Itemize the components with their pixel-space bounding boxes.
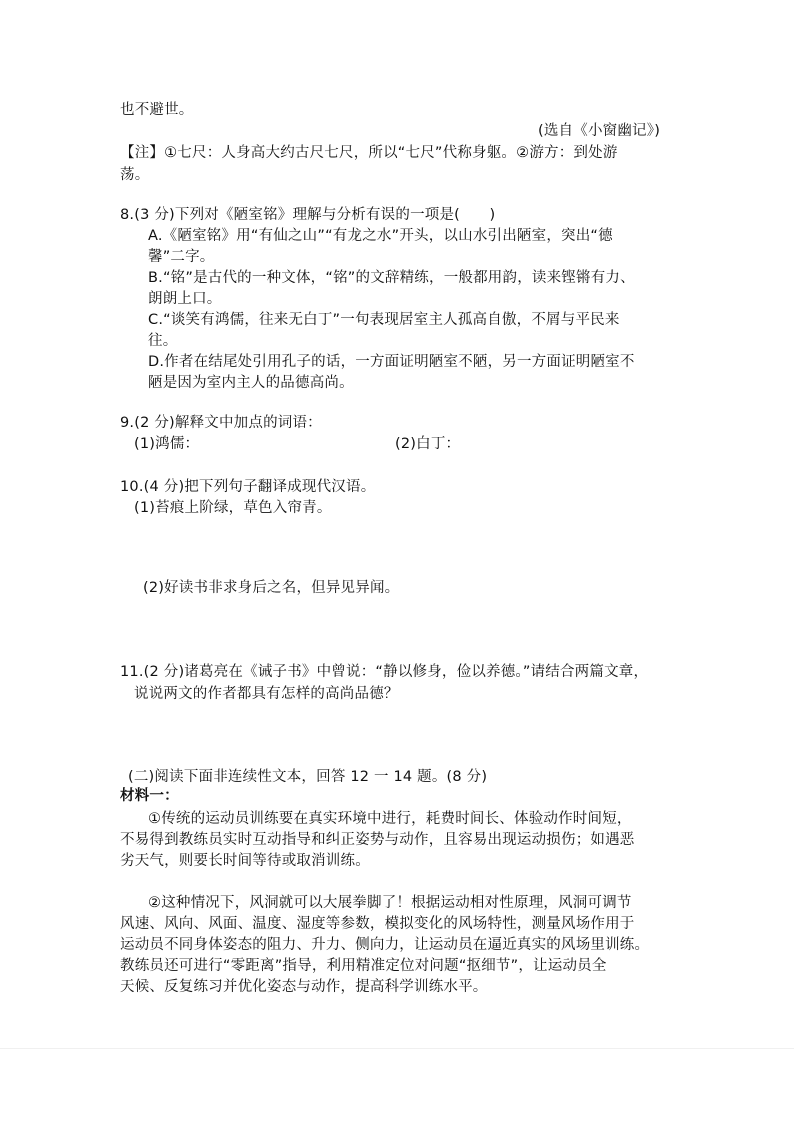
question-10-stem: 10.(4 分)把下列句子翻译成现代汉语。 [120, 479, 376, 495]
annotation-line-1: 【注】①七尺：人身高大约古尺七尺，所以“七尺”代称身躯。②游方：到处游 [120, 145, 618, 161]
passage-source: (选自《小窗幽记》) [538, 123, 661, 139]
section-2-heading: (二)阅读下面非连续性文本，回答 12 一 14 题。(8 分) [128, 769, 488, 785]
question-8-option-d-line-2: 陋是因为室内主人的品德高尚。 [148, 375, 354, 391]
passage-ending-line: 也不避世。 [120, 102, 194, 118]
question-8-option-b-line-1: B.“铭”是古代的一种文体，“铭”的文辞精练，一般都用韵，读来铿锵有力、 [148, 270, 635, 286]
material-1-para-1-line-2: 不易得到教练员实时互动指导和纠正姿势与动作，且容易出现运动损伤；如遇恶 [120, 832, 635, 848]
question-8-option-b-line-2: 朗朗上口。 [148, 291, 222, 307]
annotation-line-2: 荡。 [120, 167, 150, 183]
question-8-option-d-line-1: D.作者在结尾处引用孔子的话，一方面证明陋室不陋，另一方面证明陋室不 [148, 354, 635, 370]
question-8-option-c-line-1: C.“谈笑有鸿儒，往来无白丁”一句表现居室主人孤高自傲，不屑与平民来 [148, 312, 620, 328]
question-9-stem: 9.(2 分)解释文中加点的词语： [120, 415, 322, 431]
material-1-para-2-line-1: ②这种情况下，风洞就可以大展拳脚了！根据运动相对性原理，风洞可调节 [148, 895, 632, 911]
material-1-para-1-line-3: 劣天气，则要长时间等待或取消训练。 [120, 853, 370, 869]
question-10-item-2: (2)好读书非求身后之名，但异见异闻。 [143, 580, 400, 596]
question-11-line-1: 11.(2 分)诸葛亮在《诫子书》中曾说：“静以修身，俭以养德。”请结合两篇文章， [120, 664, 649, 680]
question-9-item-2: (2)白丁： [395, 436, 461, 452]
question-10-item-1: (1)苔痕上阶绿，草色入帘青。 [134, 500, 332, 516]
material-1-para-2-line-5: 天候、反复练习并优化姿态与动作，提高科学训练水平。 [120, 979, 488, 995]
question-8-option-c-line-2: 往。 [148, 333, 178, 349]
material-1-para-1-line-1: ①传统的运动员训练要在真实环境中进行，耗费时间长、体验动作时间短， [148, 811, 632, 827]
question-8-option-a-line-1: A.《陋室铭》用“有仙之山”“有龙之水”开头，以山水引出陋室，突出“德 [148, 228, 613, 244]
question-8-stem: 8.(3 分)下列对《陋室铭》理解与分析有误的一项是( ) [120, 207, 496, 223]
question-9-item-1: (1)鸿儒： [134, 436, 200, 452]
page-bottom-divider [0, 1048, 794, 1049]
question-11-line-2: 说说两文的作者都具有怎样的高尚品德？ [134, 686, 399, 702]
material-1-para-2-line-2: 风速、风向、风面、温度、湿度等参数，模拟变化的风场特性，测量风场作用于 [120, 916, 635, 932]
material-1-label: 材料一： [120, 788, 179, 804]
question-8-option-a-line-2: 馨”二字。 [148, 249, 215, 265]
material-1-para-2-line-4: 教练员还可进行“零距离”指导，利用精准定位对问题“抠细节”，让运动员全 [120, 958, 607, 974]
material-1-para-2-line-3: 运动员不同身体姿态的阻力、升力、侧向力，让运动员在逼近真实的风场里训练。 [120, 937, 650, 953]
